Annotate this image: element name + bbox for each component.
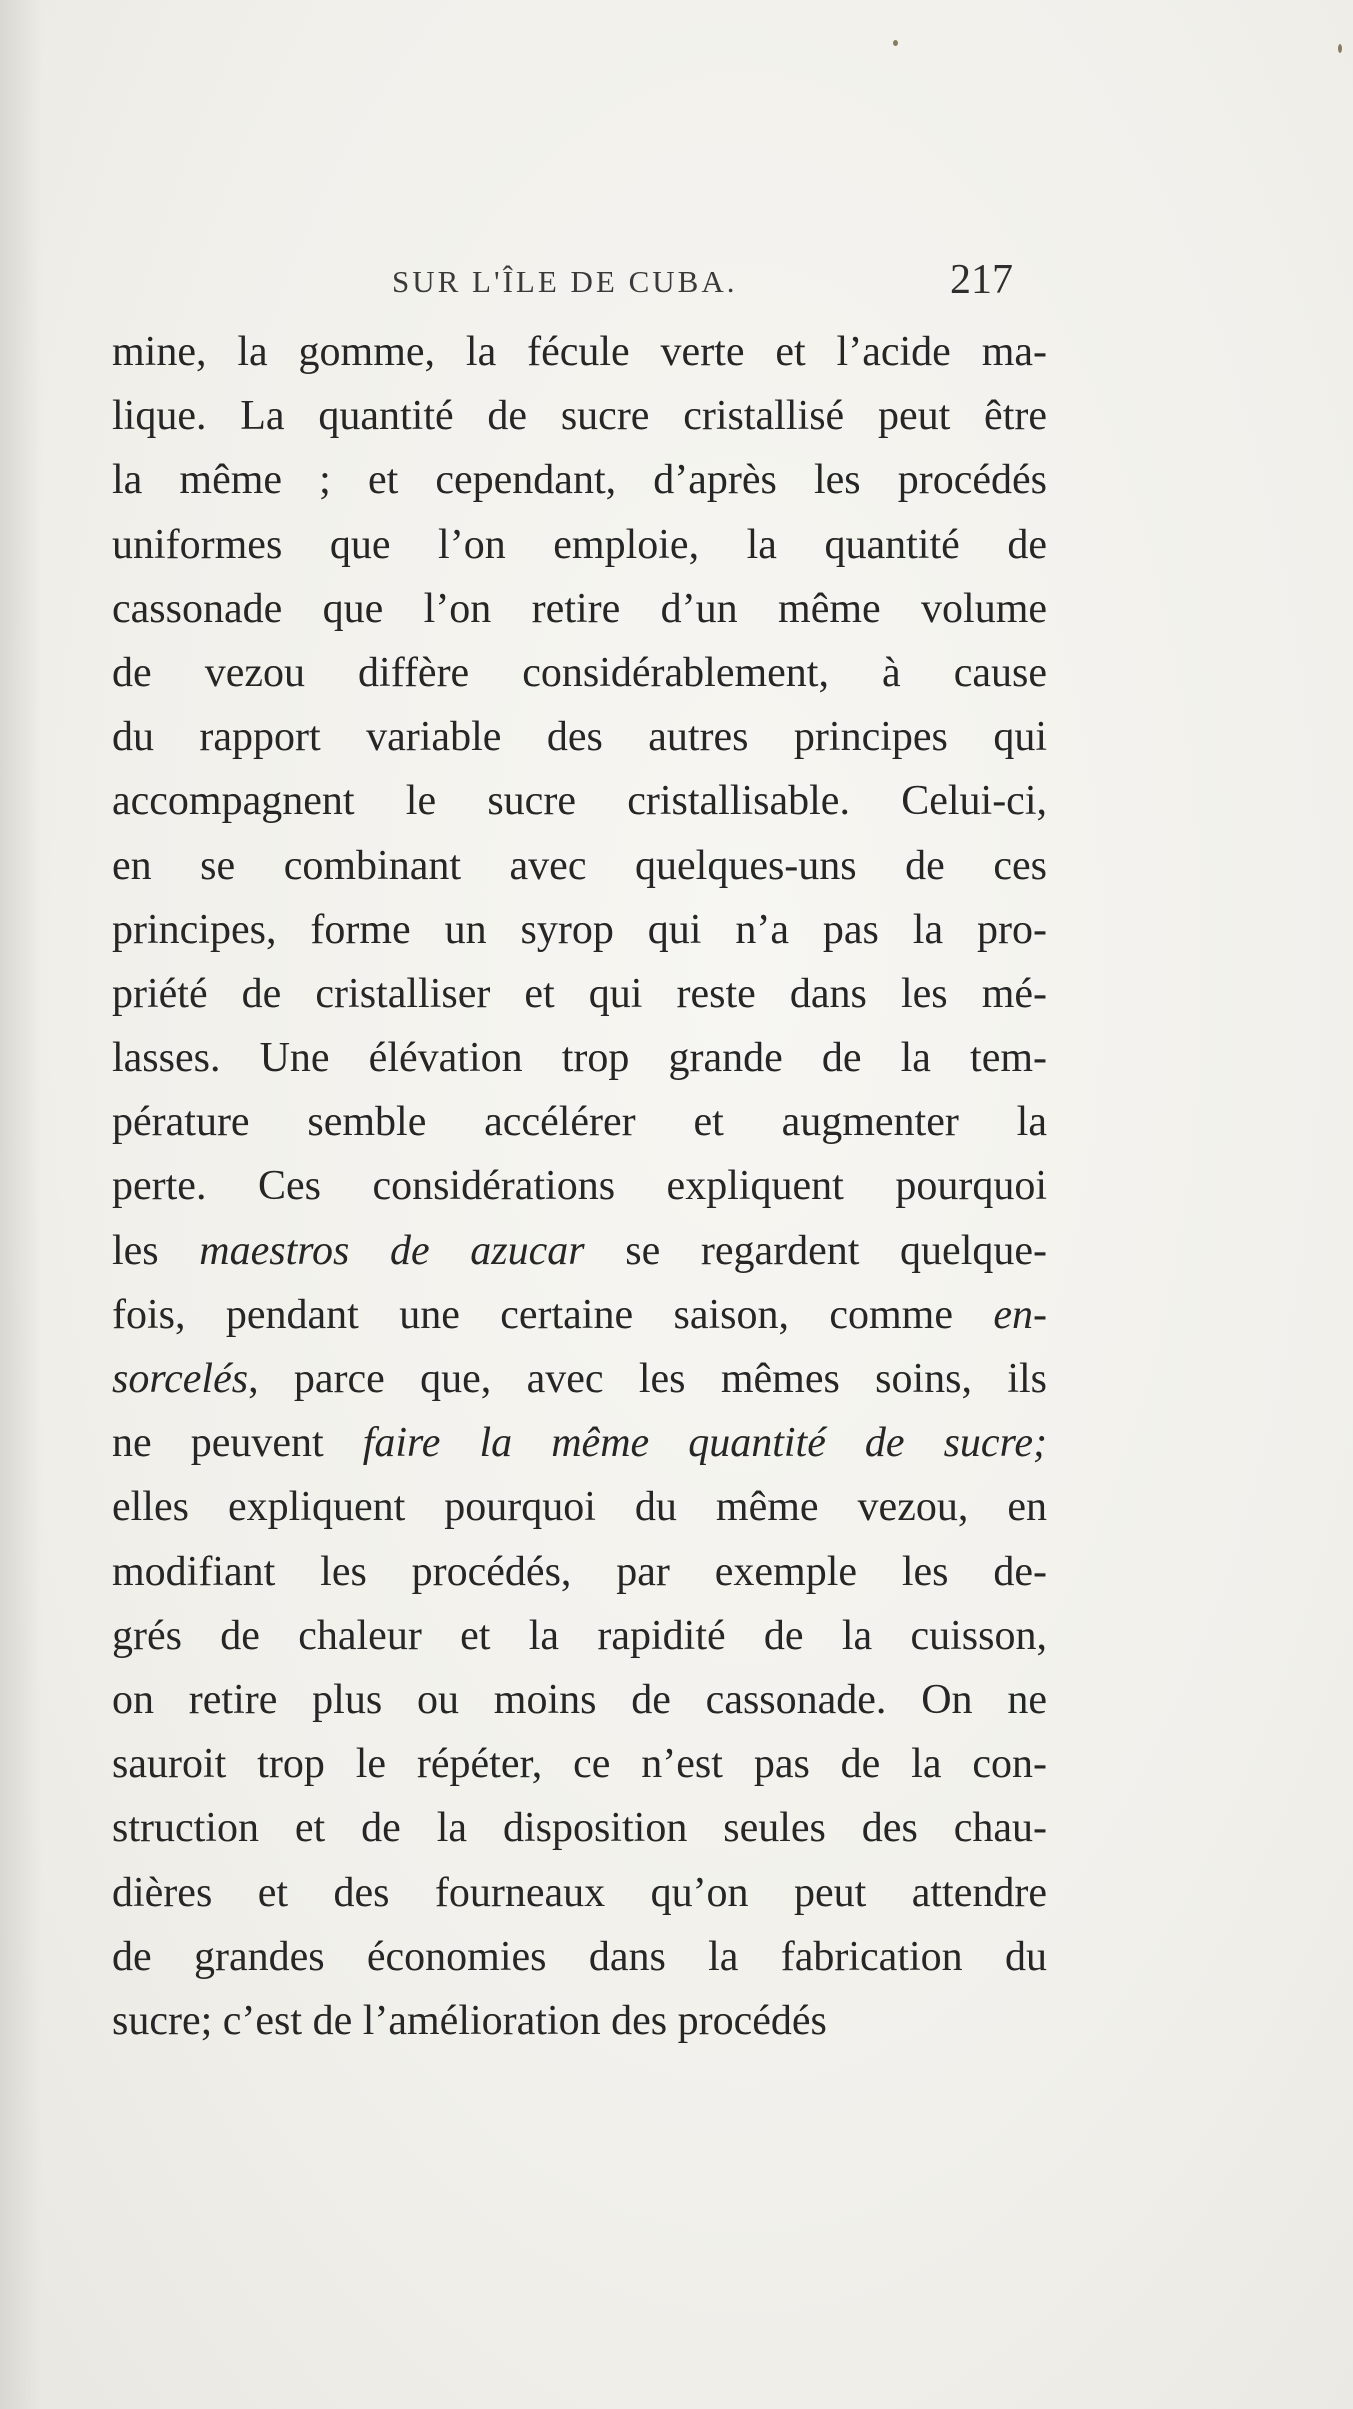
text-run: principes, forme un syrop qui n’a pas la pro- [112,906,1047,953]
text-line [112,320,1047,384]
text-run: fois, pendant une certaine saison, comme [112,1291,994,1338]
text-run: ne peuvent [112,1420,363,1467]
text-run: perte. Ces considérations expliquent pourquoi [112,1163,1047,1210]
text-run: , parce que, avec les mêmes soins, ils [248,1356,1047,1402]
italic-text-run: faire la même quantité de sucre; [362,1420,1047,1467]
text-line [112,1796,1047,1860]
text-line [112,1540,1047,1604]
text-line [112,1219,1047,1283]
ink-speck [893,40,898,46]
text-run: grés de chaleur et la rapidité de la cuisson, [112,1612,1047,1659]
text-line [112,1283,1047,1347]
text-line [112,1668,1047,1732]
text-line [112,1411,1047,1475]
text-line [112,962,1047,1026]
text-run: de grandes économies dans la fabrication du [112,1933,1047,1980]
text-run: sauroit trop le répéter, ce n’est pas de la con- [112,1741,1047,1788]
text-line [112,577,1047,641]
text-line [112,1154,1047,1218]
text-run: pérature semble accélérer et augmenter la [112,1099,1047,1146]
text-run: les [112,1227,200,1274]
text-line [112,1861,1047,1925]
text-line [112,1347,1047,1411]
text-run: on retire plus ou moins de cassonade. On ne [112,1676,1047,1723]
running-head [0,250,1353,310]
text-line [112,448,1047,512]
text-line [112,1026,1047,1090]
text-run: de vezou diffère considérablement, à cause [112,649,1047,696]
text-line [112,1475,1047,1539]
text-run: en se combinant avec quelques-uns de ces [112,842,1047,889]
text-run: se regardent quelque- [584,1227,1047,1274]
text-run: struction et de la disposition seules des chau- [112,1805,1047,1852]
text-line [112,1925,1047,1989]
text-run: sucre; c’est de l’amélioration des procédés [112,1997,827,2044]
italic-text-run: maestros de azucar [199,1227,585,1274]
italic-text-run: sorcelés [112,1356,249,1402]
text-line [112,705,1047,769]
text-line [112,834,1047,898]
text-run: modifiant les procédés, par exemple les de- [112,1548,1047,1595]
text-run: dières et des fourneaux qu’on peut attendre [112,1869,1047,1916]
page-number: 217 [950,257,1013,303]
text-run: elles expliquent pourquoi du même vezou, en [112,1484,1047,1531]
text-run: mine, la gomme, la fécule verte et l’acide ma- [112,329,1047,375]
text-line [112,641,1047,705]
text-line [112,1989,1047,2053]
text-line [112,1732,1047,1796]
text-line [112,898,1047,962]
text-line [112,384,1047,448]
body-text [112,320,1047,2053]
text-run: uniformes que l’on emploie, la quantité de [112,521,1047,568]
text-run: la même ; et cependant, d’après les procédés [112,457,1047,504]
text-run: du rapport variable des autres principes qui [112,714,1047,761]
italic-text-run: en- [993,1291,1047,1338]
text-line [112,769,1047,833]
text-line [112,1604,1047,1668]
text-run: lique. La quantité de sucre cristallisé peut être [112,393,1047,440]
text-run: priété de cristalliser et qui reste dans les mé- [112,970,1047,1017]
text-run: accompagnent le sucre cristallisable. Celui-ci, [112,778,1047,825]
gutter-shadow [0,0,42,2409]
text-line [112,513,1047,577]
text-line [112,1090,1047,1154]
text-run: lasses. Une élévation trop grande de la tem- [112,1035,1047,1082]
text-run: cassonade que l’on retire d’un même volume [112,585,1047,632]
running-title: SUR L'ÎLE DE CUBA. [392,264,738,299]
ink-speck [1338,44,1342,53]
